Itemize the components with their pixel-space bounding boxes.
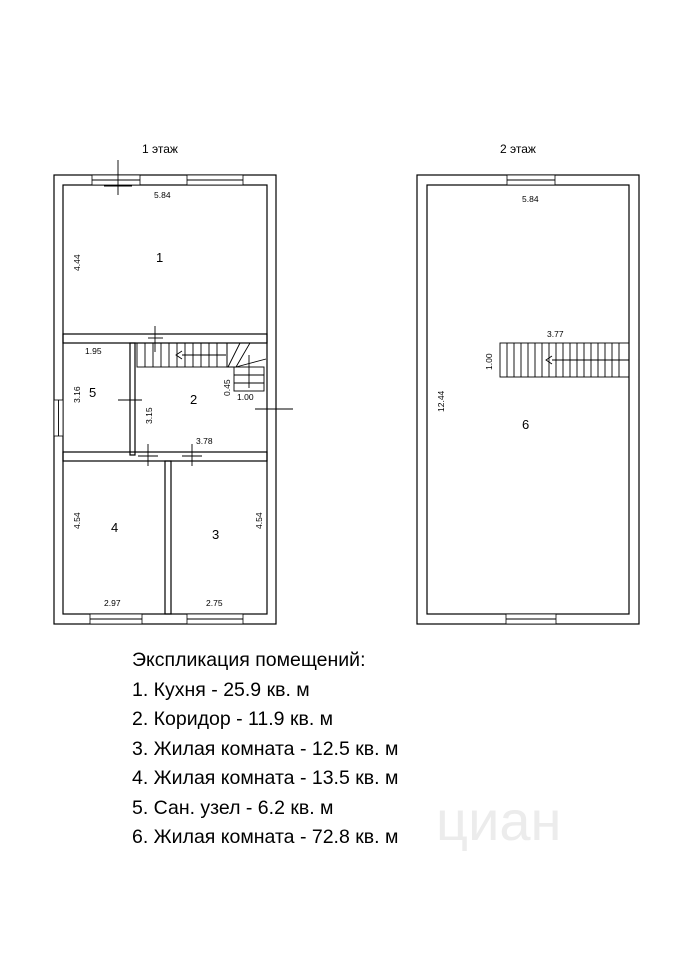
dim-f1-room4-height: 4.54 <box>72 512 82 529</box>
wall-bedrooms-top <box>63 452 267 461</box>
explication-item: 5. Сан. узел - 6.2 кв. м <box>132 796 334 819</box>
explication-item: 4. Жилая комната - 13.5 кв. м <box>132 767 399 789</box>
watermark-logo: циан <box>436 789 562 852</box>
dim-f1-room5-width: 1.95 <box>85 346 102 356</box>
room-number-3: 3 <box>212 527 220 542</box>
dim-f1-room3-height: 4.54 <box>254 512 264 529</box>
explication-title: Экспликация помещений: <box>132 649 366 671</box>
floor-2-inner-wall <box>427 185 629 614</box>
room-number-5: 5 <box>89 385 97 400</box>
room-explication <box>132 646 652 853</box>
dim-f1-hall-height: 3.15 <box>144 407 154 424</box>
explication-item: 1. Кухня - 25.9 кв. м <box>132 678 310 701</box>
room-number-6: 6 <box>522 417 530 432</box>
wall-bedrooms-divider <box>165 461 171 614</box>
dim-f2-height: 12.44 <box>436 390 446 412</box>
explication-item: 3. Жилая комната - 12.5 кв. м <box>132 737 399 760</box>
dim-f1-room3-width: 2.75 <box>206 598 223 608</box>
staircase-floor-1 <box>137 343 266 391</box>
room-number-1: 1 <box>156 250 164 265</box>
dim-f1-door: 1.00 <box>237 392 254 402</box>
staircase-floor-2 <box>500 343 629 377</box>
dim-f2-top: 5.84 <box>522 194 539 204</box>
floor-1-label: 1 этаж <box>142 142 178 156</box>
floor-2-label: 2 этаж <box>500 142 536 156</box>
floor-2-plan <box>417 175 639 624</box>
explication-item: 2. Коридор - 11.9 кв. м <box>132 708 334 730</box>
dim-f2-stair-width: 1.00 <box>484 353 494 370</box>
dim-f2-stair-length: 3.77 <box>547 329 564 339</box>
room-number-2: 2 <box>190 392 198 407</box>
dim-f1-hall-width: 3.78 <box>196 436 213 446</box>
dim-f1-room5-height: 3.16 <box>72 386 82 403</box>
explication-item: 6. Жилая комната - 72.8 кв. м <box>132 826 399 848</box>
room-number-4: 4 <box>111 520 119 535</box>
wall-kitchen-bottom <box>63 334 267 343</box>
floor-2-outer-wall <box>417 175 639 624</box>
dim-f1-room4-width: 2.97 <box>104 598 121 608</box>
wall-bathroom-right <box>130 343 135 455</box>
dim-f1-step: 0.45 <box>222 379 232 396</box>
dim-f1-room1-height: 4.44 <box>72 254 82 271</box>
floor-1-plan <box>54 160 293 624</box>
dim-f1-top: 5.84 <box>154 190 171 200</box>
